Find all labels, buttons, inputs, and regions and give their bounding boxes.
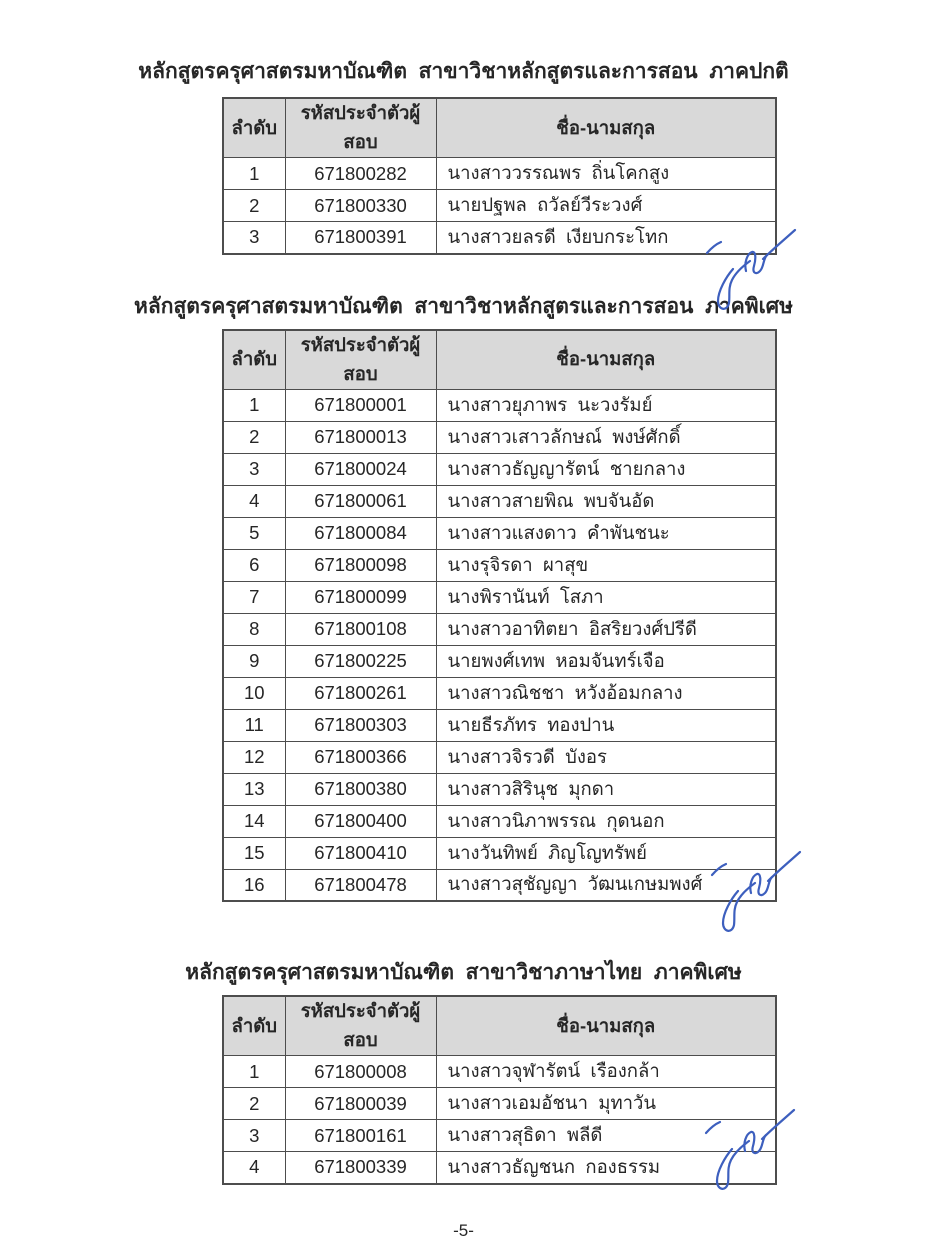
section-curriculum-teaching-special xyxy=(0,292,927,903)
cell-name: นางสาวสายพิณ พบจันอัด xyxy=(436,485,776,517)
section-curriculum-teaching-regular xyxy=(0,57,927,255)
cell-no: 1 xyxy=(223,1056,285,1088)
cell-no: 3 xyxy=(223,222,285,254)
cell-code: 671800001 xyxy=(285,389,436,421)
table-row xyxy=(223,421,776,453)
cell-code: 671800478 xyxy=(285,869,436,901)
cell-code: 671800061 xyxy=(285,485,436,517)
cell-no: 14 xyxy=(223,805,285,837)
table-row xyxy=(223,1152,776,1184)
cell-name: นางสาวณิชชา หวังอ้อมกลาง xyxy=(436,677,776,709)
table-row xyxy=(223,1056,776,1088)
cell-name: นางสาววรรณพร ถิ่นโคกสูง xyxy=(436,158,776,190)
cell-no: 2 xyxy=(223,421,285,453)
table-row xyxy=(223,805,776,837)
cell-no: 7 xyxy=(223,581,285,613)
cell-code: 671800084 xyxy=(285,517,436,549)
table-row xyxy=(223,190,776,222)
cell-no: 8 xyxy=(223,613,285,645)
table-row xyxy=(223,389,776,421)
table-header-row xyxy=(223,330,776,390)
page-number: -5- xyxy=(453,1220,474,1240)
cell-name: นางสาวเอมอัชนา มุทาวัน xyxy=(436,1088,776,1120)
cell-code: 671800225 xyxy=(285,645,436,677)
cell-name: นางสาวนิภาพรรณ กุดนอก xyxy=(436,805,776,837)
cell-name: นางสาวสุชัญญา วัฒนเกษมพงศ์ xyxy=(436,869,776,901)
cell-no: 12 xyxy=(223,741,285,773)
section-thai-language-special xyxy=(0,958,927,1185)
cell-name: นางสาวจุฬารัตน์ เรืองกล้า xyxy=(436,1056,776,1088)
table-row xyxy=(223,158,776,190)
table-row xyxy=(223,485,776,517)
table-row xyxy=(223,645,776,677)
table-row xyxy=(223,1088,776,1120)
cell-code: 671800008 xyxy=(285,1056,436,1088)
table-row xyxy=(223,677,776,709)
cell-name: นางวันทิพย์ ภิญโญทรัพย์ xyxy=(436,837,776,869)
cell-code: 671800099 xyxy=(285,581,436,613)
table-row xyxy=(223,773,776,805)
table-header-row xyxy=(223,98,776,158)
table-row xyxy=(223,741,776,773)
cell-name: นางสาวธัญชนก กองธรรม xyxy=(436,1152,776,1184)
results-table xyxy=(222,97,777,255)
cell-no: 10 xyxy=(223,677,285,709)
table-row xyxy=(223,453,776,485)
cell-name: นางพิรานันท์ โสภา xyxy=(436,581,776,613)
cell-no: 16 xyxy=(223,869,285,901)
cell-no: 1 xyxy=(223,158,285,190)
column-header-no: ลำดับ xyxy=(223,98,285,158)
cell-code: 671800039 xyxy=(285,1088,436,1120)
column-header-code: รหัสประจำตัวผู้สอบ xyxy=(285,996,436,1056)
section-title: หลักสูตรครุศาสตรมหาบัณฑิต สาขาวิชาหลักสูตรและการสอน ภาคพิเศษ xyxy=(134,294,793,318)
cell-code: 671800024 xyxy=(285,453,436,485)
cell-code: 671800261 xyxy=(285,677,436,709)
cell-no: 6 xyxy=(223,549,285,581)
section-title: หลักสูตรครุศาสตรมหาบัณฑิต สาขาวิชาหลักสูตรและการสอน ภาคปกติ xyxy=(138,60,789,83)
cell-no: 2 xyxy=(223,1088,285,1120)
table-row xyxy=(223,517,776,549)
cell-name: นายธีรภัทร ทองปาน xyxy=(436,709,776,741)
cell-name: นางสาวแสงดาว คำพันชนะ xyxy=(436,517,776,549)
table-row xyxy=(223,613,776,645)
cell-name: นางสาวยุภาพร นะวงรัมย์ xyxy=(436,389,776,421)
cell-code: 671800282 xyxy=(285,158,436,190)
cell-code: 671800391 xyxy=(285,222,436,254)
table-row xyxy=(223,709,776,741)
cell-no: 4 xyxy=(223,485,285,517)
cell-name: นางสาวสิรินุช มุกดา xyxy=(436,773,776,805)
cell-code: 671800013 xyxy=(285,421,436,453)
table-row xyxy=(223,581,776,613)
cell-name: นายพงศ์เทพ หอมจันทร์เจือ xyxy=(436,645,776,677)
cell-no: 1 xyxy=(223,389,285,421)
column-header-no: ลำดับ xyxy=(223,330,285,390)
cell-code: 671800161 xyxy=(285,1120,436,1152)
cell-code: 671800410 xyxy=(285,837,436,869)
column-header-name: ชื่อ-นามสกุล xyxy=(436,330,776,390)
cell-code: 671800400 xyxy=(285,805,436,837)
document-page xyxy=(0,57,927,1257)
cell-code: 671800380 xyxy=(285,773,436,805)
cell-code: 671800330 xyxy=(285,190,436,222)
cell-no: 2 xyxy=(223,190,285,222)
column-header-name: ชื่อ-นามสกุล xyxy=(436,98,776,158)
column-header-name: ชื่อ-นามสกุล xyxy=(436,996,776,1056)
cell-no: 15 xyxy=(223,837,285,869)
cell-no: 5 xyxy=(223,517,285,549)
cell-name: นางสาวธัญญารัตน์ ชายกลาง xyxy=(436,453,776,485)
cell-name: นายปฐพล ถวัลย์วีระวงศ์ xyxy=(436,190,776,222)
cell-no: 3 xyxy=(223,453,285,485)
table-row xyxy=(223,1120,776,1152)
section-title: หลักสูตรครุศาสตรมหาบัณฑิต สาขาวิชาภาษาไทย ภาคพิเศษ xyxy=(185,961,742,984)
table-row xyxy=(223,869,776,901)
cell-no: 9 xyxy=(223,645,285,677)
cell-no: 11 xyxy=(223,709,285,741)
cell-no: 4 xyxy=(223,1152,285,1184)
cell-name: นางสาวอาทิตยา อิสริยวงศ์ปรีดี xyxy=(436,613,776,645)
cell-name: นางสาวจิรวดี บังอร xyxy=(436,741,776,773)
cell-code: 671800303 xyxy=(285,709,436,741)
cell-name: นางสาวยลรดี เงียบกระโทก xyxy=(436,222,776,254)
cell-name: นางรุจิรดา ผาสุข xyxy=(436,549,776,581)
table-row xyxy=(223,222,776,254)
table-row xyxy=(223,549,776,581)
cell-name: นางสาวสุธิดา พลีดี xyxy=(436,1120,776,1152)
results-table xyxy=(222,329,777,903)
cell-name: นางสาวเสาวลักษณ์ พงษ์ศักดิ์ xyxy=(436,421,776,453)
column-header-code: รหัสประจำตัวผู้สอบ xyxy=(285,330,436,390)
column-header-no: ลำดับ xyxy=(223,996,285,1056)
cell-no: 3 xyxy=(223,1120,285,1152)
table-row xyxy=(223,837,776,869)
cell-code: 671800366 xyxy=(285,741,436,773)
cell-code: 671800339 xyxy=(285,1152,436,1184)
cell-code: 671800108 xyxy=(285,613,436,645)
results-table xyxy=(222,995,777,1185)
cell-no: 13 xyxy=(223,773,285,805)
table-header-row xyxy=(223,996,776,1056)
column-header-code: รหัสประจำตัวผู้สอบ xyxy=(285,98,436,158)
cell-code: 671800098 xyxy=(285,549,436,581)
